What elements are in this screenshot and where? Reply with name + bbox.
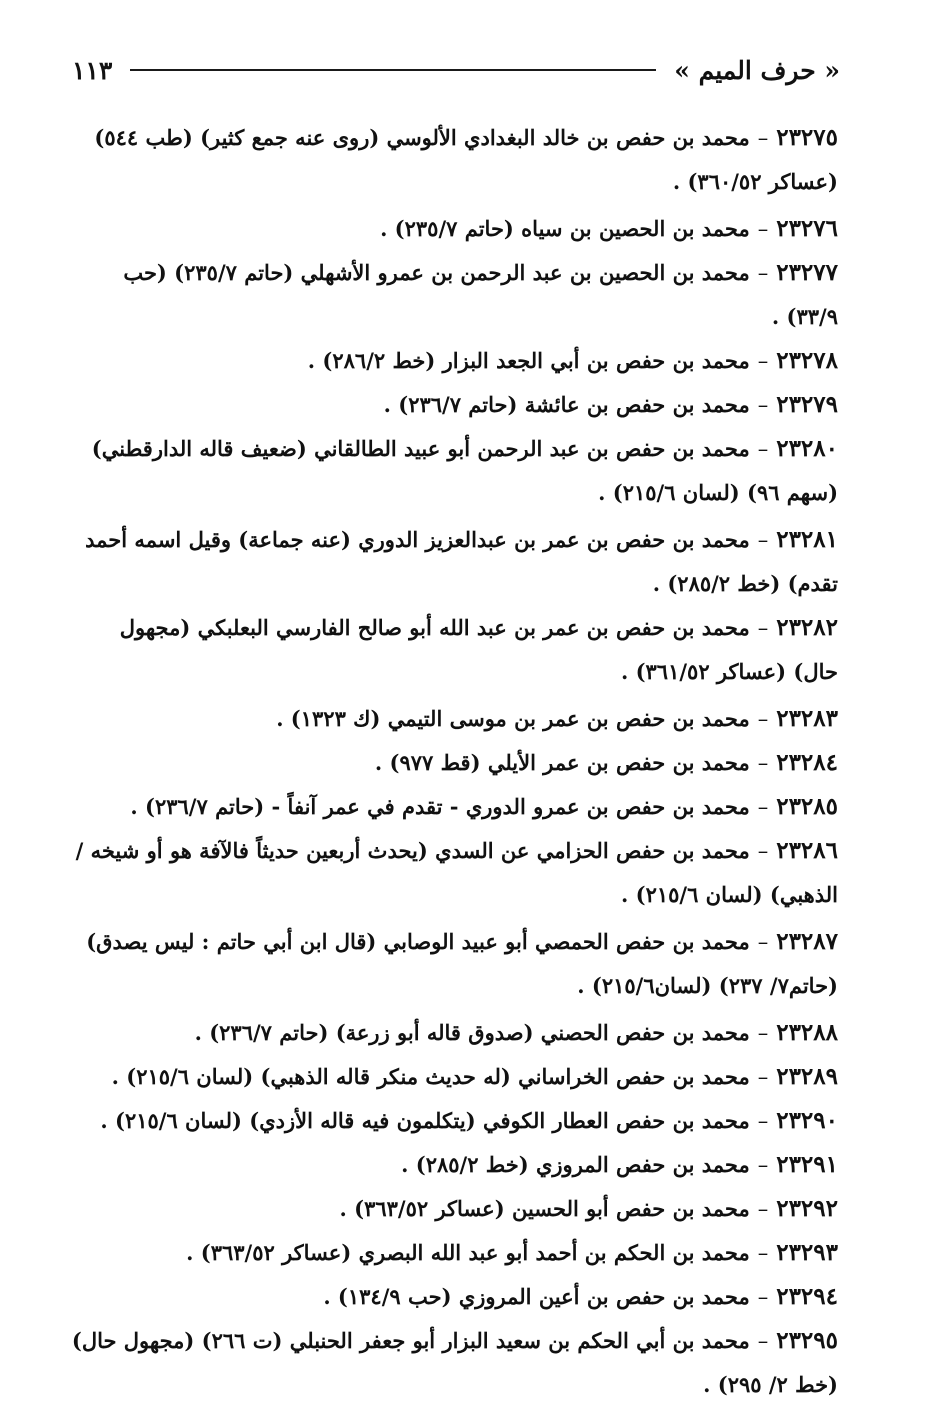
- entry-number: ٢٣٢٨٣: [776, 705, 838, 732]
- entry-item: ٢٣٢٧٦–محمد بن الحصين بن سياه (حاتم ٢٣٥/٧) .: [380, 215, 838, 242]
- entry-item: ٢٣٢٩١–محمد بن حفص المروزي (خط ٢٨٥/٢) .: [401, 1151, 838, 1178]
- entry-text: محمد بن الحصين بن سياه (حاتم ٢٣٥/٧) .: [380, 216, 750, 241]
- entry-text: محمد بن حفص بن عائشة (حاتم ٢٣٦/٧) .: [383, 392, 750, 417]
- entry-number: ٢٣٢٨٦: [776, 837, 838, 864]
- entry-number: ٢٣٢٩٠: [776, 1107, 838, 1134]
- entry-text: محمد بن حفص بن عبد الرحمن أبو عبيد الطالقاني (ضعيف قاله الدارقطني) (سهم ٩٦) (لسان ٢١٥/٦) .: [91, 436, 838, 505]
- entry-number: ٢٣٢٧٧: [776, 259, 838, 286]
- entry-text: محمد بن أبي الحكم بن سعيد البزار أبو جعفر الحنبلي (ت ٢٦٦) (مجهول حال) (خط ٢/ ٢٩٥) .: [71, 1328, 838, 1397]
- entry-item: ٢٣٢٧٥–محمد بن حفص بن خالد البغدادي الألوسي (روى عنه جمع كثير) (طب ٥٤٤) (عساكر ٣٦٠/٥٢) .: [94, 124, 838, 194]
- entry-text: محمد بن حفص الحصني (صدوق قاله أبو زرعة) (حاتم ٢٣٦/٧) .: [194, 1020, 750, 1045]
- entry-item: ٢٣٢٨٢–محمد بن حفص بن عمر بن عبد الله أبو صالح الفارسي البعلبكي (مجهول حال) (عساكر ٣٦١/٥٢) .: [119, 614, 838, 684]
- chapter-title: « حرف الميم »: [674, 55, 840, 85]
- entry-list: [70, 116, 838, 1410]
- entry-number: ٢٣٢٨٩: [776, 1063, 838, 1090]
- entry-text: محمد بن حفص بن أعين المروزي (حب ١٣٤/٩) .: [323, 1284, 750, 1309]
- header-rule: [130, 69, 656, 71]
- entry-text: محمد بن حفص بن عمر الأيلي (قط ٩٧٧) .: [374, 750, 750, 775]
- entry-item: ٢٣٢٧٨–محمد بن حفص بن أبي الجعد البزار (خط ٢٨٦/٢) .: [307, 347, 838, 374]
- entry-text: محمد بن حفص بن عمر بن موسى التيمي (ك ١٣٢٣) .: [276, 706, 750, 731]
- entry-item: ٢٣٢٩٤–محمد بن حفص بن أعين المروزي (حب ١٣٤/٩) .: [323, 1283, 838, 1310]
- entry-text: محمد بن حفص بن عمر بن عبد الله أبو صالح الفارسي البعلبكي (مجهول حال) (عساكر ٣٦١/٥٢) .: [119, 615, 838, 684]
- entry-number: ٢٣٢٩١: [776, 1151, 838, 1178]
- entry-item: ٢٣٢٨٥–محمد بن حفص بن عمرو الدوري - تقدم في عمر آنفاً - (حاتم ٢٣٦/٧) .: [130, 793, 838, 820]
- entry-item: ٢٣٢٩٢–محمد بن حفص أبو الحسين (عساكر ٣٦٣/٥٢) .: [339, 1195, 838, 1222]
- entry-item: ٢٣٢٩٥–محمد بن أبي الحكم بن سعيد البزار أبو جعفر الحنبلي (ت ٢٦٦) (مجهول حال) (خط ٢/ ٢٩٥) .: [71, 1327, 838, 1397]
- entry-number: ٢٣٢٨١: [776, 526, 838, 553]
- entry-text: محمد بن حفص المروزي (خط ٢٨٥/٢) .: [401, 1152, 750, 1177]
- entry-item: ٢٣٢٧٧–محمد بن الحصين بن عبد الرحمن بن عمرو الأشهلي (حاتم ٢٣٥/٧) (حب ٣٣/٩) .: [123, 259, 838, 329]
- entry-item: ٢٣٢٨٣–محمد بن حفص بن عمر بن موسى التيمي (ك ١٣٢٣) .: [276, 705, 838, 732]
- entry-item: ٢٣٢٨١–محمد بن حفص بن عمر بن عبدالعزيز الدوري (عنه جماعة) وقيل اسمه أحمد تقدم) (خط ٢٨٥/٢) .: [85, 526, 838, 596]
- entry-text: محمد بن الحكم بن أحمد أبو عبد الله البصري (عساكر ٣٦٣/٥٢) .: [186, 1240, 750, 1265]
- entry-text: محمد بن حفص الحزامي عن السدي (يحدث أربعين حديثاً فالآفة هو أو شيخه / الذهبي) (لسان ٢١٥/٦) .: [75, 838, 838, 907]
- entry-number: ٢٣٢٧٦: [776, 215, 838, 242]
- entry-item: ٢٣٢٩٣–محمد بن الحكم بن أحمد أبو عبد الله البصري (عساكر ٣٦٣/٥٢) .: [186, 1239, 838, 1266]
- entry-number: ٢٣٢٨٧: [776, 928, 838, 955]
- entry-item: ٢٣٢٨٤–محمد بن حفص بن عمر الأيلي (قط ٩٧٧) .: [374, 749, 838, 776]
- entry-number: ٢٣٢٨٥: [776, 793, 838, 820]
- entry-text: محمد بن الحصين بن عبد الرحمن بن عمرو الأشهلي (حاتم ٢٣٥/٧) (حب ٣٣/٩) .: [123, 260, 838, 329]
- entry-text: محمد بن حفص العطار الكوفي (يتكلمون فيه قاله الأزدي) (لسان ٢١٥/٦) .: [100, 1108, 750, 1133]
- entry-text: محمد بن حفص بن أبي الجعد البزار (خط ٢٨٦/٢) .: [307, 348, 750, 373]
- entry-text: محمد بن حفص بن عمر بن عبدالعزيز الدوري (عنه جماعة) وقيل اسمه أحمد تقدم) (خط ٢٨٥/٢) .: [85, 527, 838, 596]
- entry-number: ٢٣٢٩٣: [776, 1239, 838, 1266]
- entry-item: ٢٣٢٨٦–محمد بن حفص الحزامي عن السدي (يحدث أربعين حديثاً فالآفة هو أو شيخه / الذهبي) (لسان ٢١٥/٦) .: [75, 837, 838, 907]
- entry-text: محمد بن حفص بن عمرو الدوري - تقدم في عمر آنفاً - (حاتم ٢٣٦/٧) .: [130, 794, 750, 819]
- entry-item: ٢٣٢٨٩–محمد بن حفص الخراساني (له حديث منكر قاله الذهبي) (لسان ٢١٥/٦) .: [111, 1063, 838, 1090]
- entry-number: ٢٣٢٨٨: [776, 1019, 838, 1046]
- entry-text: محمد بن حفص الحمصي أبو عبيد الوصابي (قال ابن أبي حاتم : ليس يصدق) (حاتم٧/ ٢٣٧) (لسان٢١٥/٦) .: [86, 929, 838, 998]
- entry-item: ٢٣٢٨٠–محمد بن حفص بن عبد الرحمن أبو عبيد الطالقاني (ضعيف قاله الدارقطني) (سهم ٩٦) (لسان ٢١٥/٦) .: [91, 435, 838, 505]
- entry-item: ٢٣٢٩٠–محمد بن حفص العطار الكوفي (يتكلمون فيه قاله الأزدي) (لسان ٢١٥/٦) .: [100, 1107, 838, 1134]
- page-header: [72, 50, 840, 90]
- entry-number: ٢٣٢٨٠: [776, 435, 838, 462]
- entry-number: ٢٣٢٩٤: [776, 1283, 838, 1310]
- entry-item: ٢٣٢٨٨–محمد بن حفص الحصني (صدوق قاله أبو زرعة) (حاتم ٢٣٦/٧) .: [194, 1019, 838, 1046]
- entry-item: ٢٣٢٨٧–محمد بن حفص الحمصي أبو عبيد الوصابي (قال ابن أبي حاتم : ليس يصدق) (حاتم٧/ ٢٣٧) (لسان٢١٥/٦) .: [86, 928, 838, 998]
- entry-item: ٢٣٢٧٩–محمد بن حفص بن عائشة (حاتم ٢٣٦/٧) .: [383, 391, 838, 418]
- entry-number: ٢٣٢٧٩: [776, 391, 838, 418]
- entry-number: ٢٣٢٨٤: [776, 749, 838, 776]
- entry-number: ٢٣٢٧٨: [776, 347, 838, 374]
- entry-text: محمد بن حفص الخراساني (له حديث منكر قاله الذهبي) (لسان ٢١٥/٦) .: [111, 1064, 750, 1089]
- entry-number: ٢٣٢٧٥: [776, 124, 838, 151]
- entry-text: محمد بن حفص بن خالد البغدادي الألوسي (روى عنه جمع كثير) (طب ٥٤٤) (عساكر ٣٦٠/٥٢) .: [94, 125, 838, 194]
- entry-text: محمد بن حفص أبو الحسين (عساكر ٣٦٣/٥٢) .: [339, 1196, 750, 1221]
- entry-number: ٢٣٢٩٥: [776, 1327, 838, 1354]
- entry-number: ٢٣٢٨٢: [776, 614, 838, 641]
- entry-number: ٢٣٢٩٢: [776, 1195, 838, 1222]
- page-number: ١١٣: [72, 55, 113, 85]
